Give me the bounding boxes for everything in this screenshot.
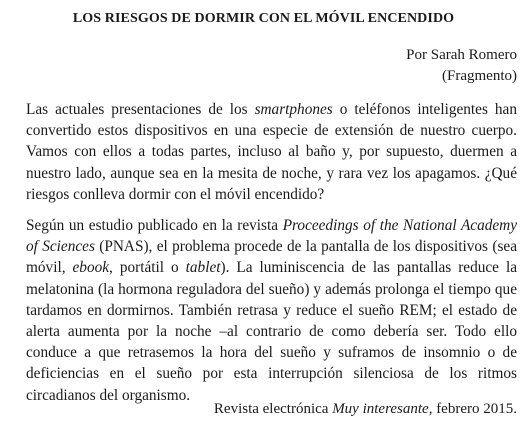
paragraph-2-text-2: (PNAS), el problema procede de la pantalla de los dispositivos (sea móvil, <box>26 238 517 277</box>
source-text-1: Revista electrónica <box>213 401 333 417</box>
paragraph-1 <box>26 99 517 205</box>
paragraph-2-italic-1: Proceedings of the National Academy of Sciences <box>26 217 517 256</box>
paragraph-2-text-1: Según un estudio publicado en la revista <box>26 217 283 234</box>
author-line: Por Sarah Romero <box>406 47 517 63</box>
paragraph-2-text-4: ). La luminiscencia de las pantallas reduce la melatonina (la hormona reguladora del sueño) y además prolonga el tiempo que tardamos en dormirnos. También retrasa y reduce el sueño REM; el estado de alerta aumenta por la noche –al contrario de como debería ser. Todo ello conduce a que retrasemos la hora del sueño y suframos de insomnio o de deficiencias en el sueño por esta interrupción silenciosa de los ritmos circadianos del organismo. <box>26 259 517 404</box>
byline <box>406 45 517 87</box>
paragraph-2-italic-3: tablet <box>185 259 221 277</box>
source-italic: Muy interesante <box>332 401 429 417</box>
paragraph-1-text-2: o teléfonos inteligentes han convertido estos dispositivos en una especie de extensión de nuestro cuerpo. Vamos con ellos a todas partes, incluso al baño y, por supuesto, duermen a nuestro lado, aunque sea en la mesita de noche, y rara vez los apagamos. ¿Qué riesgos conlleva dormir con el móvil encendido? <box>26 101 517 203</box>
source-text-2: , febrero 2015. <box>428 401 517 417</box>
paragraph-1-text-1: Las actuales presentaciones de los <box>26 101 255 118</box>
paragraph-2 <box>26 215 517 406</box>
paragraph-2-text-3: , portátil o <box>109 259 186 277</box>
paragraph-2-italic-2: ebook <box>72 259 110 277</box>
article-title: LOS RIESGOS DE DORMIR CON EL MÓVIL ENCENDIDO <box>72 11 455 26</box>
source-citation <box>214 401 517 418</box>
paragraph-1-italic-1: smartphones <box>254 101 333 118</box>
fragment-note: (Fragmento) <box>442 68 517 84</box>
